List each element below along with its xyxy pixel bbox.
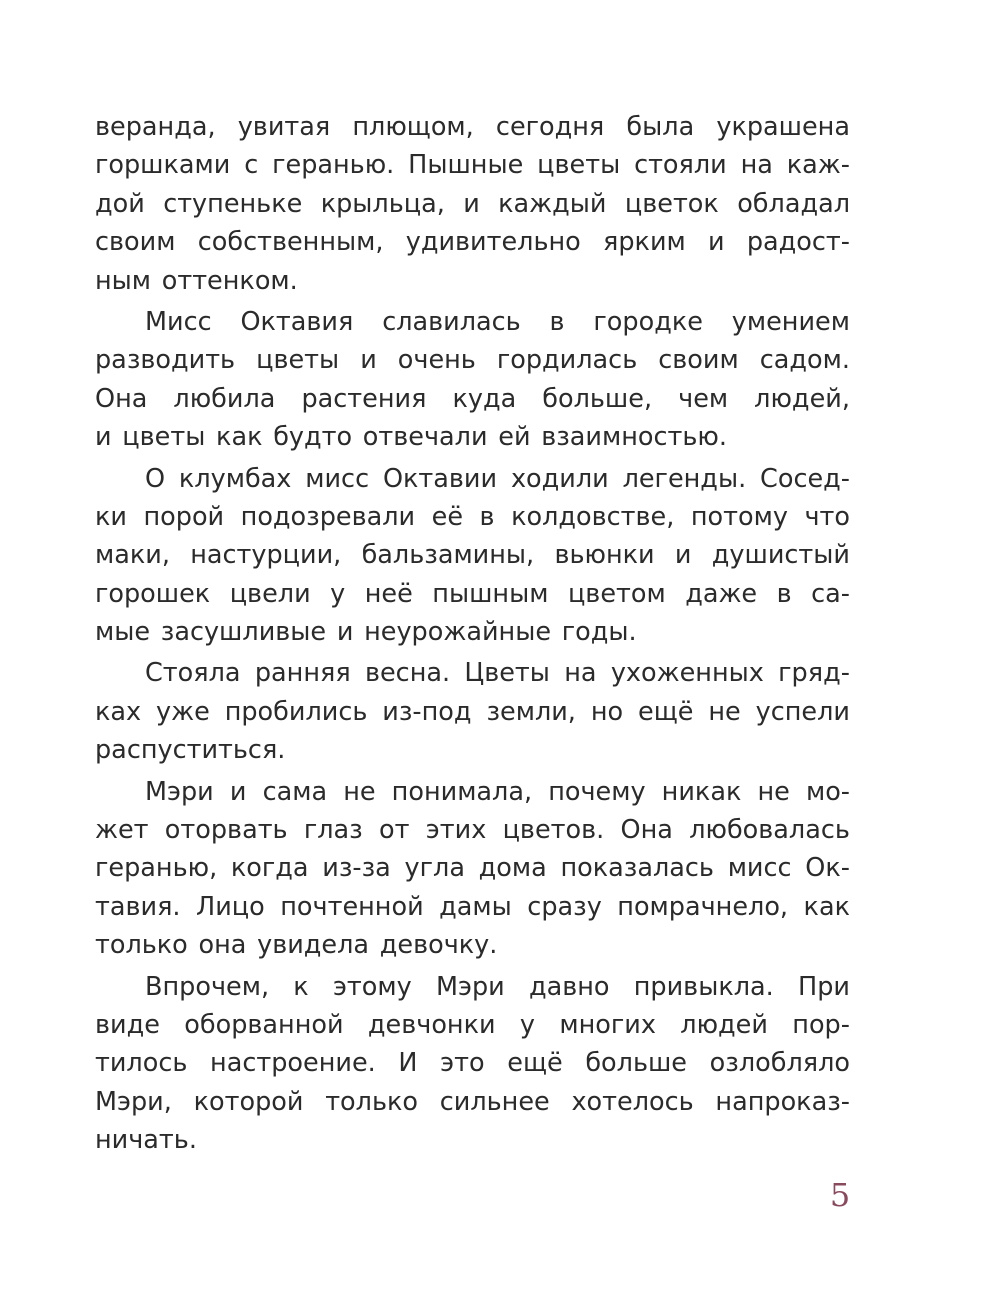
text-line: разводить цветы и очень гордилась своим садом. xyxy=(95,345,850,376)
paragraph xyxy=(95,654,850,769)
text-line: тавия. Лицо почтенной дамы сразу помрачнело, как xyxy=(95,891,850,922)
text-line: мые засушливые и неурожайные годы. xyxy=(95,617,637,648)
text-line: горошек цвели у неё пышным цветом даже в са- xyxy=(95,578,850,609)
text-line: жет оторвать глаз от этих цветов. Она любовалась xyxy=(95,815,850,846)
text-line: Мисс Октавия славилась в городке умением xyxy=(145,306,850,337)
text-line: Мэри, которой только сильнее хотелось напроказ- xyxy=(95,1086,850,1117)
page-number: 5 xyxy=(829,1176,851,1214)
text-line: виде оборванной девчонки у многих людей пор- xyxy=(95,1009,850,1040)
text-line: ки порой подозревали её в колдовстве, потому что xyxy=(95,501,850,532)
text-line: ным оттенком. xyxy=(95,265,298,296)
text-line: маки, настурции, бальзамины, вьюнки и душистый xyxy=(95,540,850,571)
text-line: Она любила растения куда больше, чем людей, xyxy=(95,383,850,414)
paragraph xyxy=(95,108,850,300)
page-body xyxy=(95,108,850,1163)
paragraph xyxy=(95,303,850,457)
text-line: Стояла ранняя весна. Цветы на ухоженных гряд- xyxy=(145,658,850,689)
text-line: веранда, увитая плющом, сегодня была украшена xyxy=(95,112,850,142)
text-line: тилось настроение. И это ещё больше озлобляло xyxy=(95,1048,850,1079)
text-line: своим собственным, удивительно ярким и радост- xyxy=(95,227,850,258)
text-line: горшками с геранью. Пышные цветы стояли на каж- xyxy=(95,150,850,181)
text-line: дой ступеньке крыльца, и каждый цветок обладал xyxy=(95,188,850,219)
text-line: О клумбах мисс Октавии ходили легенды. Сосед- xyxy=(145,463,850,494)
text-line: ках уже пробились из-под земли, но ещё не успели xyxy=(95,696,850,727)
text-line: геранью, когда из-за угла дома показалась мисс Ок- xyxy=(95,853,850,884)
paragraph xyxy=(95,460,850,652)
text-line: Мэри и сама не понимала, почему никак не мо- xyxy=(145,776,850,807)
text-line: только она увидела девочку. xyxy=(95,930,498,961)
text-line: Впрочем, к этому Мэри давно привыкла. При xyxy=(145,971,850,1002)
paragraph xyxy=(95,773,850,965)
text-line: ничать. xyxy=(95,1125,197,1156)
text-line: распуститься. xyxy=(95,735,286,766)
paragraph xyxy=(95,968,850,1160)
text-line: и цветы как будто отвечали ей взаимностью. xyxy=(95,422,727,453)
